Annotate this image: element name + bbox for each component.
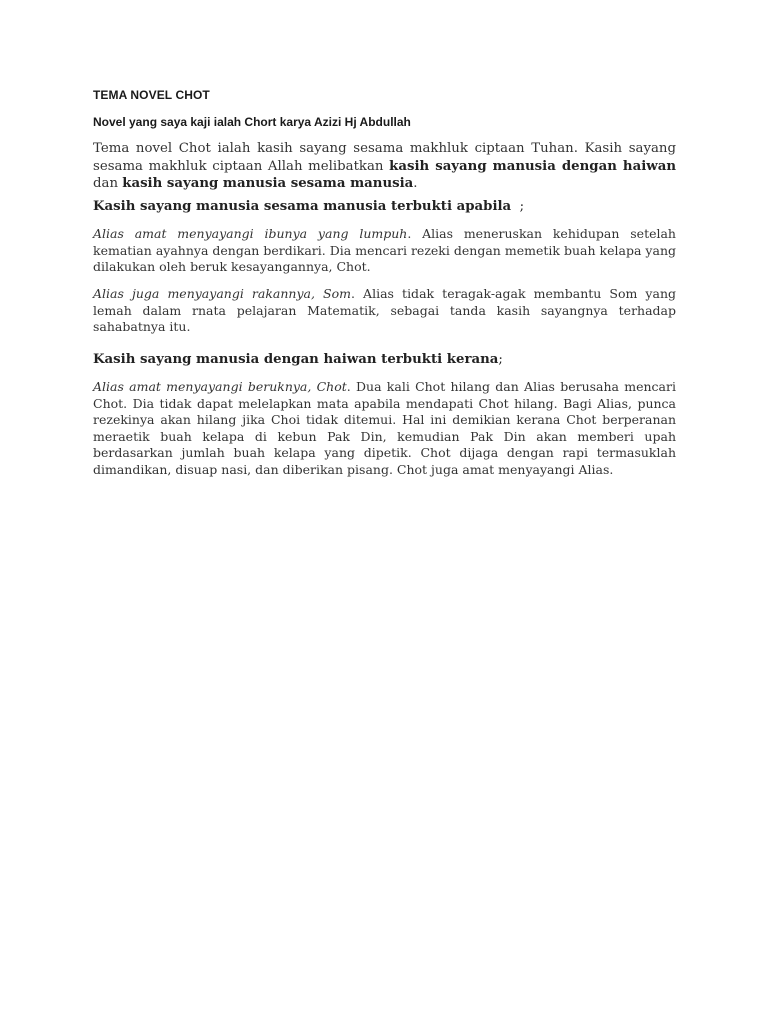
section1-paragraph-2 xyxy=(93,286,676,336)
intro-bold-2: kasih sayang manusia sesama manusia xyxy=(122,176,414,191)
document-subtitle: Novel yang saya kaji ialah Chort karya Azizi Hj Abdullah xyxy=(93,115,411,129)
document-title: TEMA NOVEL CHOT xyxy=(93,88,210,102)
section2-heading-text: Kasih sayang manusia dengan haiwan terbukti kerana xyxy=(93,352,499,367)
intro-bold-1: kasih sayang manusia dengan haiwan xyxy=(389,158,676,174)
section2-paragraph-1 xyxy=(93,379,676,478)
section1-heading-suffix: ; xyxy=(511,199,525,214)
section2-heading xyxy=(93,352,676,367)
section1-p1-text: . Alias meneruskan kehidupan setelah kematian ayahnya dengan berdikari. Dia mencari rezeki dengan memetik buah kelapa yang dilakukan oleh beruk kesayangannya, Chot. xyxy=(93,226,676,274)
section1-paragraph-1 xyxy=(93,226,676,276)
section1-p1-italic: Alias amat menyayangi ibunya yang lumpuh xyxy=(93,226,408,241)
intro-text-3: . xyxy=(413,176,418,191)
intro-text-1: Tema novel Chot ialah kasih sayang sesama makhluk ciptaan Tuhan. Kasih sayang sesama makhluk ciptaan Allah melibatkan xyxy=(93,141,676,174)
section1-p2-text: . Alias tidak teragak-agak membantu Som yang lemah dalam rnata pelajaran Matematik, sebagai tanda kasih sayangnya terhadap sahabatnya itu. xyxy=(93,286,676,334)
section2-heading-suffix: ; xyxy=(498,352,503,367)
section2-p1-italic: Alias amat menyayangi beruknya, Chot xyxy=(93,379,347,394)
section1-p2-italic: Alias juga menyayangi rakannya, Som xyxy=(93,286,351,301)
intro-text-2: dan xyxy=(93,176,123,191)
section1-heading xyxy=(93,199,676,214)
intro-paragraph xyxy=(93,140,676,193)
section2-p1-text: . Dua kali Chot hilang dan Alias berusaha mencari Chot. Dia tidak dapat melelapkan mata apabila mendapati Chot hilang. Bagi Alias, punca rezekinya akan hilang jika Choi tidak ditemui. Hal ini demikian kerana Chot berperanan meraetik buah kelapa di kebun Pak Din, kemudian Pak Din akan memberi upah berdasarkan jumlah buah kelapa yang dipetik. Chot dijaga dengan rapi termasuklah dimandikan, disuap nasi, dan diberikan pisang. Chot juga amat menyayangi Alias. xyxy=(93,379,676,477)
section1-heading-text: Kasih sayang manusia sesama manusia terbukti apabila xyxy=(93,199,512,214)
